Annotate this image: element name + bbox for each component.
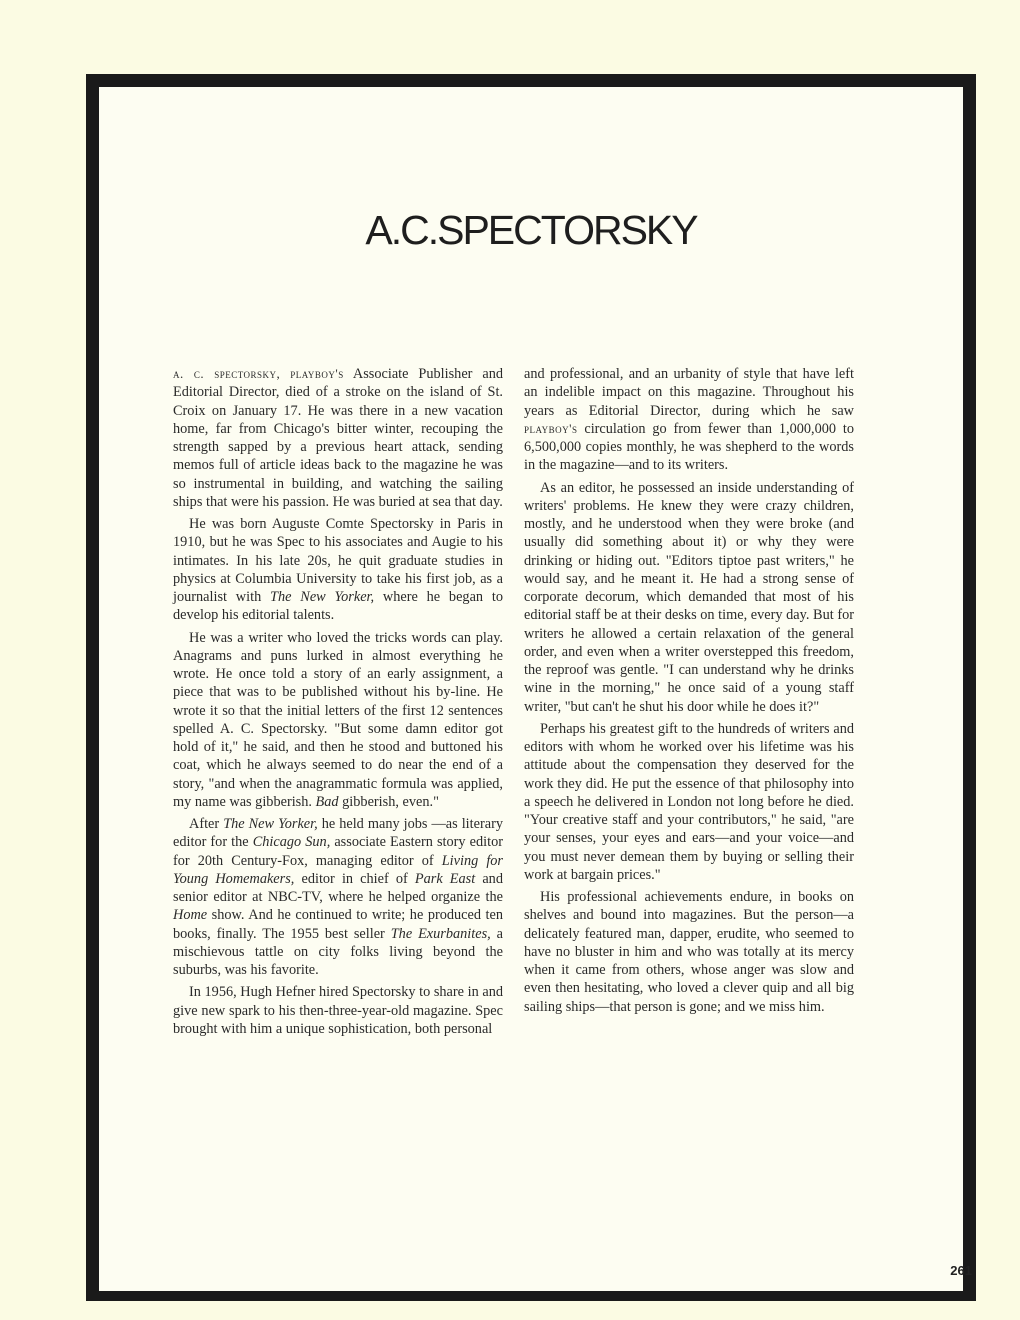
paragraph-5-continued: and professional, and an urbanity of style that have left an indelible impact on this magazine. Throughout his years as Editorial Director, during which he saw playboy's circulation go from fewer than 1,000,000 to 6,500,000 copies monthly, he was shepherd to the words in the magazine—and to its writers. (524, 366, 854, 474)
paragraph-1 (173, 365, 503, 511)
paragraph-2: He was born Auguste Comte Spectorsky in Paris in 1910, but he was Spec to his associates and Augie to his intimates. In his late 20s, he quit graduate studies in physics at Columbia University to take his first job, as a journalist with The New Yorker, where he began to develop his editorial talents. (173, 516, 503, 624)
italic-title: The New Yorker, (270, 589, 375, 605)
italic-emphasis: Bad (315, 793, 339, 810)
paragraph-6: As an editor, he possessed an inside understanding of writers' problems. He knew they were crazy children, mostly, and he understood when they were broke (and usually did something about it) or why they were drinking or hiding out. "Editors tiptoe past writers," he would say, and he meant it. He had a strong sense of corporate decorum, which demanded that most of his editorial staff be at their desks on time, every day. But for writers he allowed a certain relaxation of the general order, and even when a writer overstepped this freedom, the reproof was gentle. "I can understand why he drinks wine in the morning," he once said of a young staff writer, "but can't he shut his door while he does it?" (524, 479, 854, 715)
paragraph-4: After The New Yorker, he held many jobs —as literary editor for the Chicago Sun, associate Eastern story editor for 20th Century-Fox, managing editor of Living for Young Homemakers, editor in chief of Park East and senior editor at NBC-TV, where he helped organize the Home show. And he continued to write; he produced ten books, finally. The 1955 best seller The Exurbanites, a mischievous tattle on city folks living beyond the suburbs, was his favorite. (173, 816, 504, 978)
lead-magazine: playboy's (290, 366, 344, 381)
lead-name: a. c. spectorsky, (173, 366, 281, 381)
paragraph-8: His professional achievements endure, in books on shelves and bound into magazines. But the person—a delicately featured man, dapper, erudite, who seemed to have no bluster in him and who was totally at its mercy when it came from others, whose anger was slow and even then hesitating, who loved a clever quip and all big sailing ships—that person is gone; and we miss him. (524, 889, 854, 1015)
article-title: A.C.SPECTORSKY (365, 207, 697, 253)
article-border-frame (86, 74, 976, 1301)
paragraph-3: He was a writer who loved the tricks words can play. Anagrams and puns lurked in almost everything he wrote. He once told a story of an early assignment, a piece that was to be published without his by-line. He wrote it so that the initial letters of the first 12 sentences spelled A. C. Spectorsky. "But some damn editor got hold of it," he said, and then he stood and buttoned his coat, which he always seemed to do near the end of a story, "and when the anagrammatic formula was applied, my name was gibberish. Bad gibberish, even." (173, 629, 503, 810)
column-left (173, 365, 503, 1042)
paragraph-1-text: Associate Publisher and Editorial Director, died of a stroke on the island of St. Croix on January 17. He was there in a new vacation home, far from Chicago's bitter winter, recouping the strength sapped by a previous heart attack, sending memos full of article ideas back to the magazine he was so instrumental in building, and watching the sailing ships that were his passion. He was buried at sea that day. (173, 366, 504, 510)
paragraph-5: In 1956, Hugh Hefner hired Spectorsky to share in and give new spark to his then-three-year-old magazine. Spec brought with him a unique sophistication, both personal (173, 984, 503, 1037)
column-right (524, 365, 854, 1020)
page-number: 261 (950, 1263, 972, 1278)
paragraph-7: Perhaps his greatest gift to the hundreds of writers and editors with whom he worked over his lifetime was his attitude about the compensation they deserved for the work they did. He put the essence of that philosophy into a speech he delivered in London not long before he died. "Your creative staff and your contributors," he said, "are your senses, your eyes and ears—and your voice—and you must never demean them by buying or selling their work at bargain prices." (524, 720, 854, 883)
